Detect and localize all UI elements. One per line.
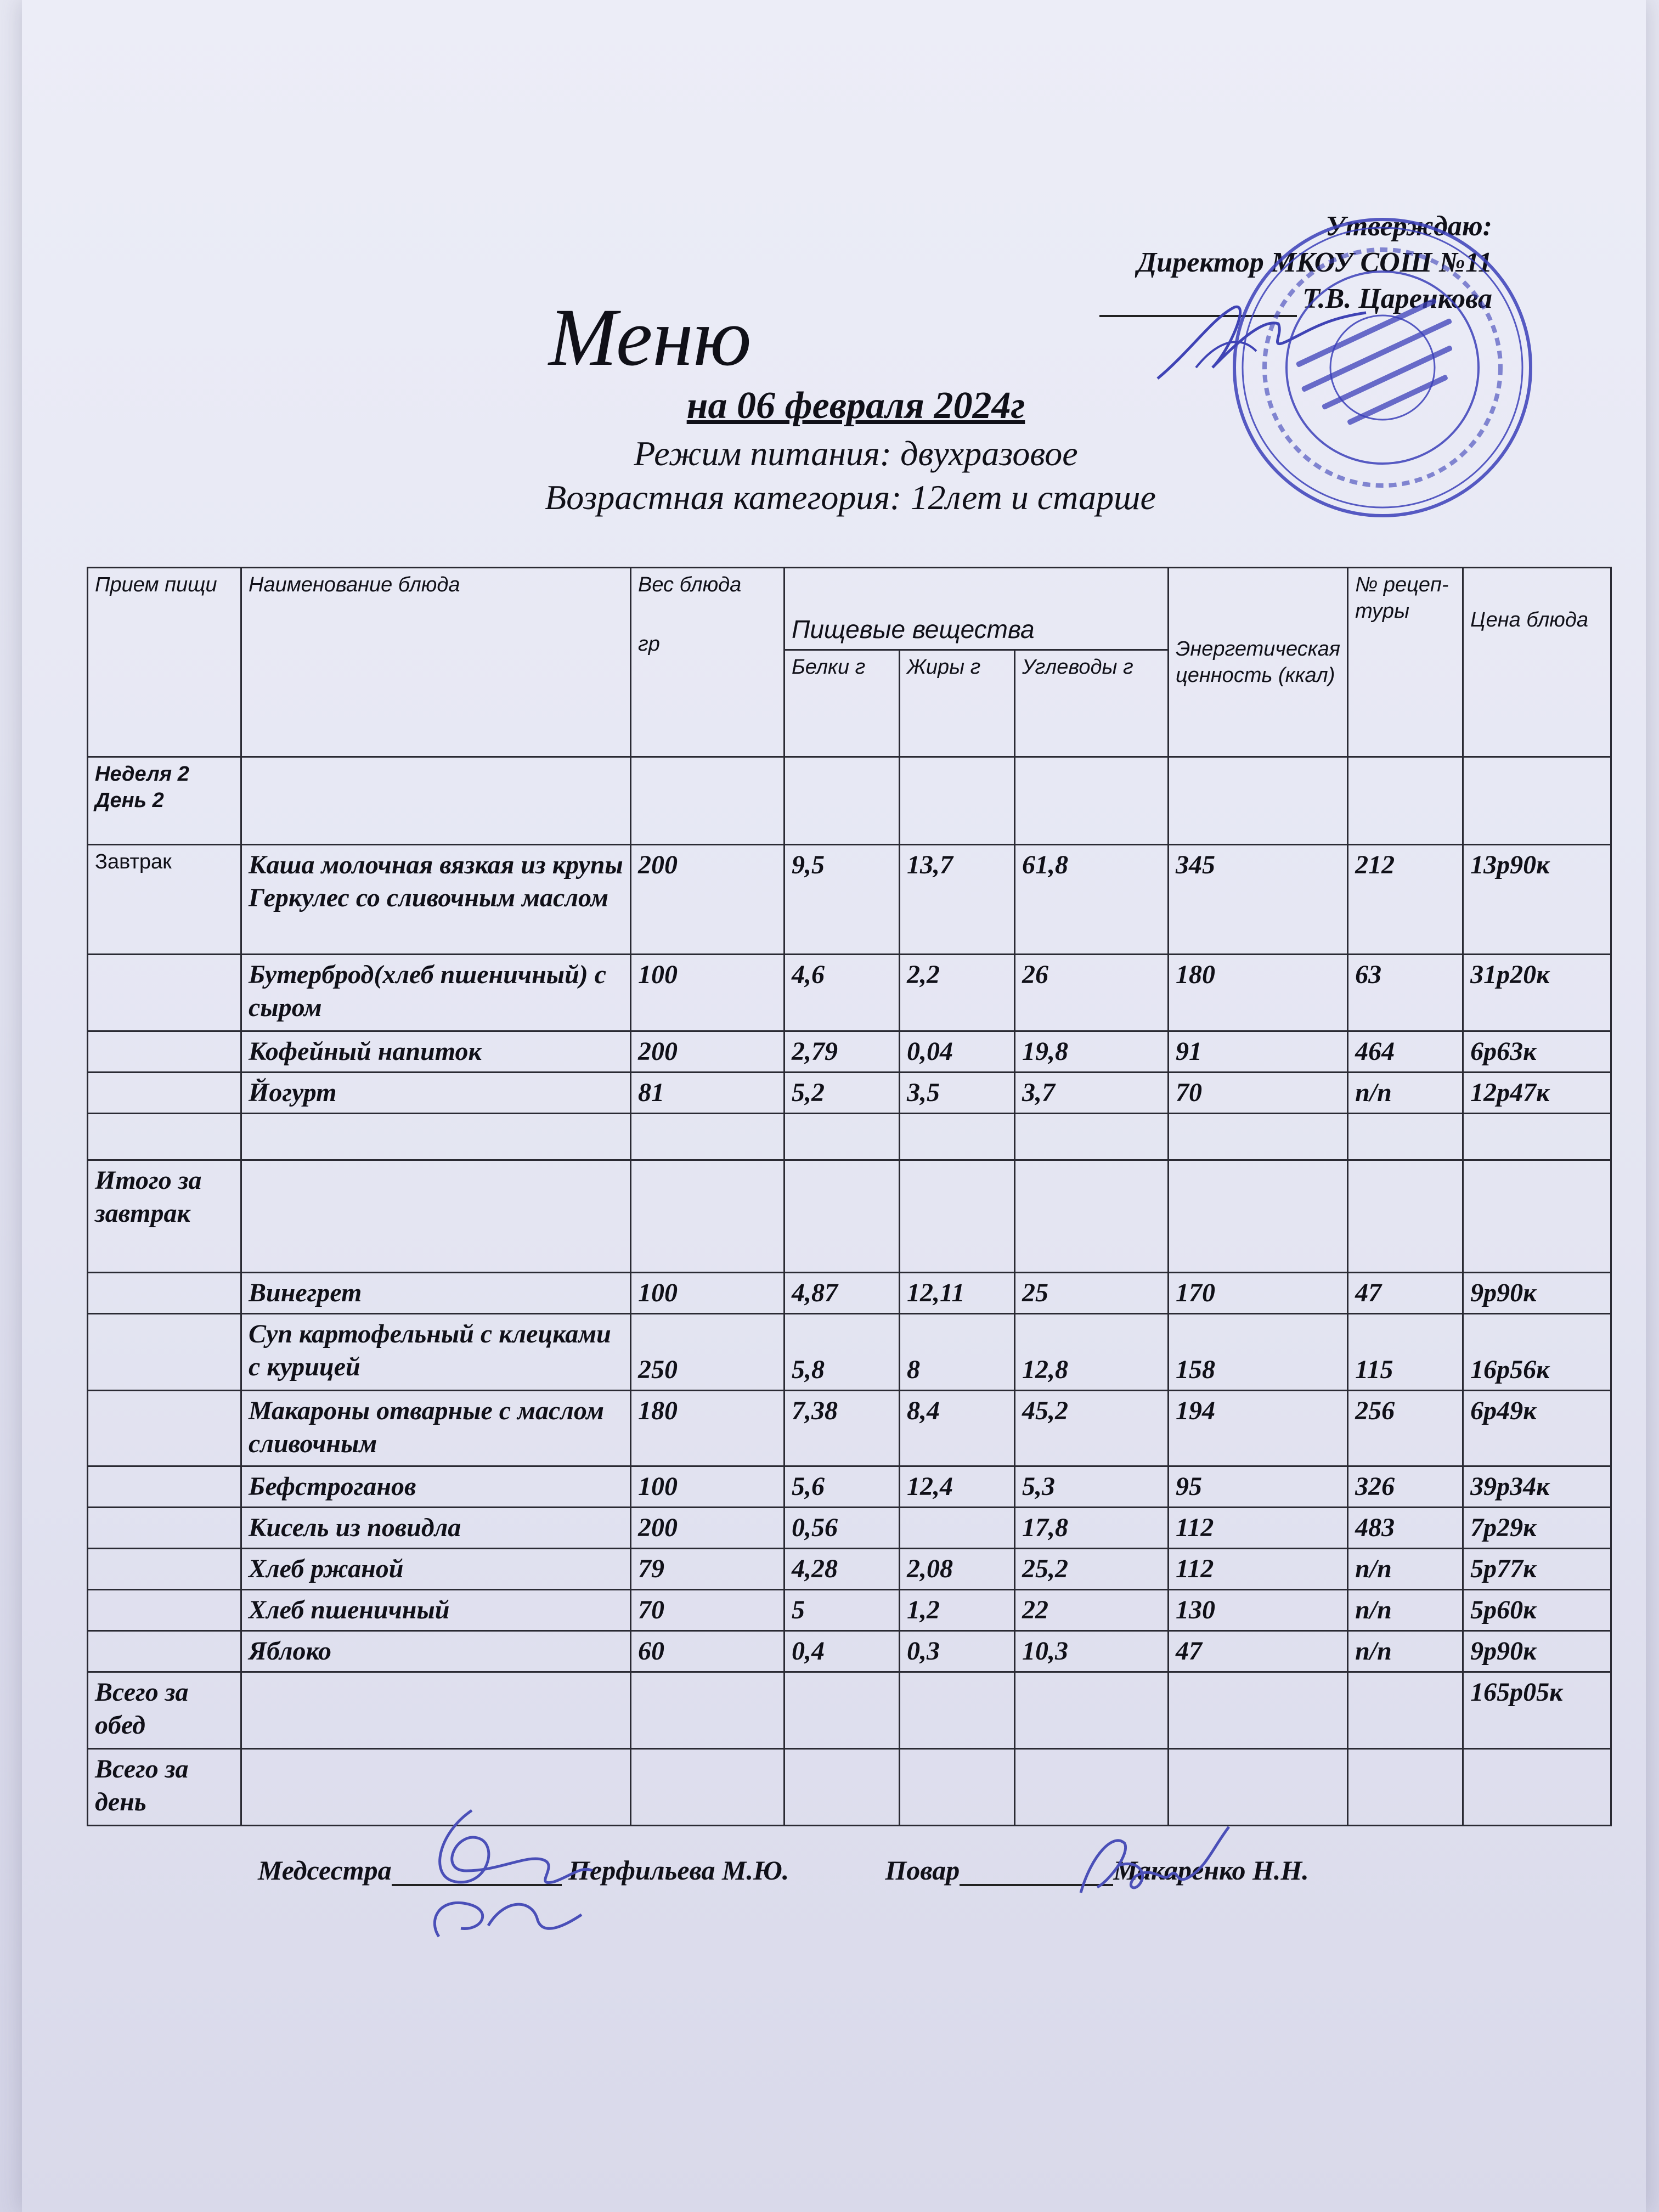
table-row xyxy=(88,1160,1611,1273)
header-weight-label: Вес блюда xyxy=(638,573,742,596)
cell-price xyxy=(1463,1749,1611,1826)
cell-name: Кофейный напиток xyxy=(241,1031,631,1073)
cell-energy: 47 xyxy=(1169,1631,1348,1672)
cell-price: 39р34к xyxy=(1463,1466,1611,1508)
cell-carbs xyxy=(1015,1160,1169,1273)
approval-director: Директор МКОУ СОШ №11 xyxy=(1137,247,1492,278)
table-row xyxy=(88,845,1611,955)
header-nutrients: Пищевые вещества xyxy=(785,568,1169,650)
cell-recipe: 212 xyxy=(1348,845,1463,955)
cell-name: Яблоко xyxy=(241,1631,631,1672)
cell-fat: 8 xyxy=(900,1314,1015,1391)
table-header-row xyxy=(88,568,1611,650)
cell-weight xyxy=(631,1672,785,1749)
nurse-role: Медсестра xyxy=(258,1855,392,1886)
cell-price xyxy=(1463,1160,1611,1273)
table-row xyxy=(88,1314,1611,1391)
cell-name: Винегрет xyxy=(241,1273,631,1314)
table-row xyxy=(88,1508,1611,1549)
cell-meal xyxy=(88,1391,241,1466)
age-category: Возрастная категория: 12лет и старше xyxy=(545,478,1156,517)
table-cell xyxy=(900,757,1015,845)
cell-protein: 0,4 xyxy=(785,1631,900,1672)
cell-protein: 5,8 xyxy=(785,1314,900,1391)
cell-meal xyxy=(88,1466,241,1508)
cell-fat: 0,3 xyxy=(900,1631,1015,1672)
week-day-row xyxy=(88,757,1611,845)
cell-weight xyxy=(631,1160,785,1273)
cell-protein: 5,6 xyxy=(785,1466,900,1508)
cell-meal xyxy=(88,1314,241,1391)
cell-energy: 112 xyxy=(1169,1508,1348,1549)
cell-energy: 194 xyxy=(1169,1391,1348,1466)
cell-energy xyxy=(1169,1160,1348,1273)
cell-weight: 100 xyxy=(631,1273,785,1314)
cell-fat: 2,2 xyxy=(900,955,1015,1031)
cell-recipe xyxy=(1348,1160,1463,1273)
table-row xyxy=(88,1073,1611,1114)
cell-name: Кисель из повидла xyxy=(241,1508,631,1549)
header-protein: Белки г xyxy=(785,650,900,757)
cell-weight: 180 xyxy=(631,1391,785,1466)
header-name: Наименование блюда xyxy=(241,568,631,757)
approval-name: Т.В. Царенкова xyxy=(1302,283,1492,314)
approval-label: Утверждаю: xyxy=(1325,211,1492,242)
table-cell xyxy=(785,757,900,845)
cell-fat xyxy=(900,1508,1015,1549)
cell-fat: 0,04 xyxy=(900,1031,1015,1073)
cell-price: 12р47к xyxy=(1463,1073,1611,1114)
cell-protein: 4,6 xyxy=(785,955,900,1031)
nurse-signature xyxy=(406,1788,603,1953)
cell-meal xyxy=(88,1031,241,1073)
cell-meal xyxy=(88,1073,241,1114)
cell-weight: 100 xyxy=(631,955,785,1031)
cell-protein xyxy=(785,1672,900,1749)
cell-weight: 70 xyxy=(631,1590,785,1631)
table-row xyxy=(88,1031,1611,1073)
cell-recipe: 115 xyxy=(1348,1314,1463,1391)
table-row xyxy=(88,1549,1611,1590)
director-signature xyxy=(1147,285,1377,395)
cell-weight: 60 xyxy=(631,1631,785,1672)
cell-fat: 12,11 xyxy=(900,1273,1015,1314)
header-price: Цена блюда xyxy=(1463,568,1611,757)
cell-protein: 9,5 xyxy=(785,845,900,955)
table-row xyxy=(88,1391,1611,1466)
cell-meal xyxy=(88,1114,241,1160)
cell-fat xyxy=(900,1672,1015,1749)
cell-energy xyxy=(1169,1672,1348,1749)
cell-fat: 12,4 xyxy=(900,1466,1015,1508)
cell-weight xyxy=(631,1114,785,1160)
cell-fat: 1,2 xyxy=(900,1590,1015,1631)
cell-name xyxy=(241,1114,631,1160)
cell-carbs: 12,8 xyxy=(1015,1314,1169,1391)
cell-recipe: п/п xyxy=(1348,1590,1463,1631)
cell-carbs: 45,2 xyxy=(1015,1391,1169,1466)
cell-protein: 5,2 xyxy=(785,1073,900,1114)
table-cell xyxy=(241,757,631,845)
cell-carbs: 17,8 xyxy=(1015,1508,1169,1549)
cell-price: 16р56к xyxy=(1463,1314,1611,1391)
cell-name: Макароны отварные с маслом сливочным xyxy=(241,1391,631,1466)
cell-energy: 112 xyxy=(1169,1549,1348,1590)
cell-carbs: 61,8 xyxy=(1015,845,1169,955)
cell-price: 6р49к xyxy=(1463,1391,1611,1466)
menu-date: на 06 февраля 2024г xyxy=(686,385,1025,427)
cell-recipe: 63 xyxy=(1348,955,1463,1031)
page-title: Меню xyxy=(549,292,752,383)
cell-fat: 2,08 xyxy=(900,1549,1015,1590)
table-row xyxy=(88,1114,1611,1160)
cell-price: 6р63к xyxy=(1463,1031,1611,1073)
cell-energy: 158 xyxy=(1169,1314,1348,1391)
cell-carbs: 5,3 xyxy=(1015,1466,1169,1508)
cell-protein: 4,28 xyxy=(785,1549,900,1590)
cell-meal xyxy=(88,955,241,1031)
cell-protein: 5 xyxy=(785,1590,900,1631)
cell-price: 13р90к xyxy=(1463,845,1611,955)
document-sheet xyxy=(22,0,1646,2212)
table-cell xyxy=(1169,757,1348,845)
cell-energy xyxy=(1169,1114,1348,1160)
header-fat: Жиры г xyxy=(900,650,1015,757)
cell-carbs: 3,7 xyxy=(1015,1073,1169,1114)
cell-weight: 250 xyxy=(631,1314,785,1391)
cell-weight: 200 xyxy=(631,1031,785,1073)
cell-name: Хлеб ржаной xyxy=(241,1549,631,1590)
table-row xyxy=(88,1749,1611,1826)
cell-fat: 13,7 xyxy=(900,845,1015,955)
cell-fat: 3,5 xyxy=(900,1073,1015,1114)
header-energy: Энергетическая ценность (ккал) xyxy=(1169,568,1348,757)
cell-meal xyxy=(88,1549,241,1590)
table-row xyxy=(88,1273,1611,1314)
cell-recipe: п/п xyxy=(1348,1073,1463,1114)
cook-role: Повар xyxy=(885,1855,960,1886)
cell-price: 9р90к xyxy=(1463,1631,1611,1672)
meal-regime: Режим питания: двухразовое xyxy=(634,434,1078,473)
cell-protein: 2,79 xyxy=(785,1031,900,1073)
cell-meal: Всего за обед xyxy=(88,1672,241,1749)
cell-name: Йогурт xyxy=(241,1073,631,1114)
cell-fat xyxy=(900,1114,1015,1160)
week-day-label: Неделя 2 День 2 xyxy=(88,757,241,845)
cell-recipe xyxy=(1348,1749,1463,1826)
table-row xyxy=(88,1466,1611,1508)
cell-meal xyxy=(88,1631,241,1672)
cell-carbs: 10,3 xyxy=(1015,1631,1169,1672)
cell-carbs xyxy=(1015,1114,1169,1160)
cell-carbs: 22 xyxy=(1015,1590,1169,1631)
table-row xyxy=(88,1590,1611,1631)
cell-weight: 81 xyxy=(631,1073,785,1114)
cell-meal xyxy=(88,1590,241,1631)
cell-recipe: 464 xyxy=(1348,1031,1463,1073)
cell-recipe: п/п xyxy=(1348,1549,1463,1590)
cell-fat xyxy=(900,1160,1015,1273)
cell-carbs: 26 xyxy=(1015,955,1169,1031)
cell-recipe: п/п xyxy=(1348,1631,1463,1672)
cell-protein: 4,87 xyxy=(785,1273,900,1314)
table-row xyxy=(88,1672,1611,1749)
cell-carbs xyxy=(1015,1672,1169,1749)
cell-protein: 0,56 xyxy=(785,1508,900,1549)
cell-energy: 170 xyxy=(1169,1273,1348,1314)
cell-meal xyxy=(88,1273,241,1314)
cell-weight: 200 xyxy=(631,845,785,955)
cell-price: 5р60к xyxy=(1463,1590,1611,1631)
cell-weight: 200 xyxy=(631,1508,785,1549)
cell-energy: 130 xyxy=(1169,1590,1348,1631)
cell-carbs: 25,2 xyxy=(1015,1549,1169,1590)
cell-price: 9р90к xyxy=(1463,1273,1611,1314)
header-meal: Прием пищи xyxy=(88,568,241,757)
cell-energy: 91 xyxy=(1169,1031,1348,1073)
table-cell xyxy=(1015,757,1169,845)
cell-protein xyxy=(785,1749,900,1826)
cell-weight: 79 xyxy=(631,1549,785,1590)
table-cell xyxy=(631,757,785,845)
cook-signature xyxy=(1064,1810,1240,1920)
header-carbs: Углеводы г xyxy=(1015,650,1169,757)
cell-recipe: 256 xyxy=(1348,1391,1463,1466)
table-cell xyxy=(1348,757,1463,845)
header-weight xyxy=(631,568,785,757)
cell-price: 31р20к xyxy=(1463,955,1611,1031)
cell-fat xyxy=(900,1749,1015,1826)
cell-protein xyxy=(785,1114,900,1160)
cell-energy: 70 xyxy=(1169,1073,1348,1114)
table-row xyxy=(88,1631,1611,1672)
cell-weight xyxy=(631,1749,785,1826)
cell-weight: 100 xyxy=(631,1466,785,1508)
cell-carbs: 19,8 xyxy=(1015,1031,1169,1073)
cell-price: 5р77к xyxy=(1463,1549,1611,1590)
cell-meal xyxy=(88,1508,241,1549)
cell-recipe: 326 xyxy=(1348,1466,1463,1508)
cook-name: Макаренко Н.Н. xyxy=(1113,1855,1309,1886)
cell-recipe xyxy=(1348,1672,1463,1749)
cell-name: Бутерброд(хлеб пшеничный) с сыром xyxy=(241,955,631,1031)
cell-energy: 345 xyxy=(1169,845,1348,955)
cell-fat: 8,4 xyxy=(900,1391,1015,1466)
cell-name xyxy=(241,1160,631,1273)
cell-energy: 95 xyxy=(1169,1466,1348,1508)
cell-meal: Всего за день xyxy=(88,1749,241,1826)
cell-price xyxy=(1463,1114,1611,1160)
header-recipe: № рецеп-туры xyxy=(1348,568,1463,757)
nurse-name: Перфильева М.Ю. xyxy=(568,1855,789,1886)
cell-energy: 180 xyxy=(1169,955,1348,1031)
cell-meal: Итого за завтрак xyxy=(88,1160,241,1273)
cell-price: 7р29к xyxy=(1463,1508,1611,1549)
table-row xyxy=(88,955,1611,1031)
cell-protein: 7,38 xyxy=(785,1391,900,1466)
menu-table xyxy=(87,567,1612,1826)
cell-name: Хлеб пшеничный xyxy=(241,1590,631,1631)
header-weight-unit: гр xyxy=(638,633,660,656)
cell-protein xyxy=(785,1160,900,1273)
cell-meal: Завтрак xyxy=(88,845,241,955)
cell-recipe: 483 xyxy=(1348,1508,1463,1549)
cell-name xyxy=(241,1672,631,1749)
cell-carbs: 25 xyxy=(1015,1273,1169,1314)
cell-recipe: 47 xyxy=(1348,1273,1463,1314)
cell-price: 165р05к xyxy=(1463,1672,1611,1749)
cell-name: Бефстроганов xyxy=(241,1466,631,1508)
cell-name: Суп картофельный с клецками с курицей xyxy=(241,1314,631,1391)
cell-recipe xyxy=(1348,1114,1463,1160)
cell-name: Каша молочная вязкая из крупы Геркулес со сливочным маслом xyxy=(241,845,631,955)
table-cell xyxy=(1463,757,1611,845)
